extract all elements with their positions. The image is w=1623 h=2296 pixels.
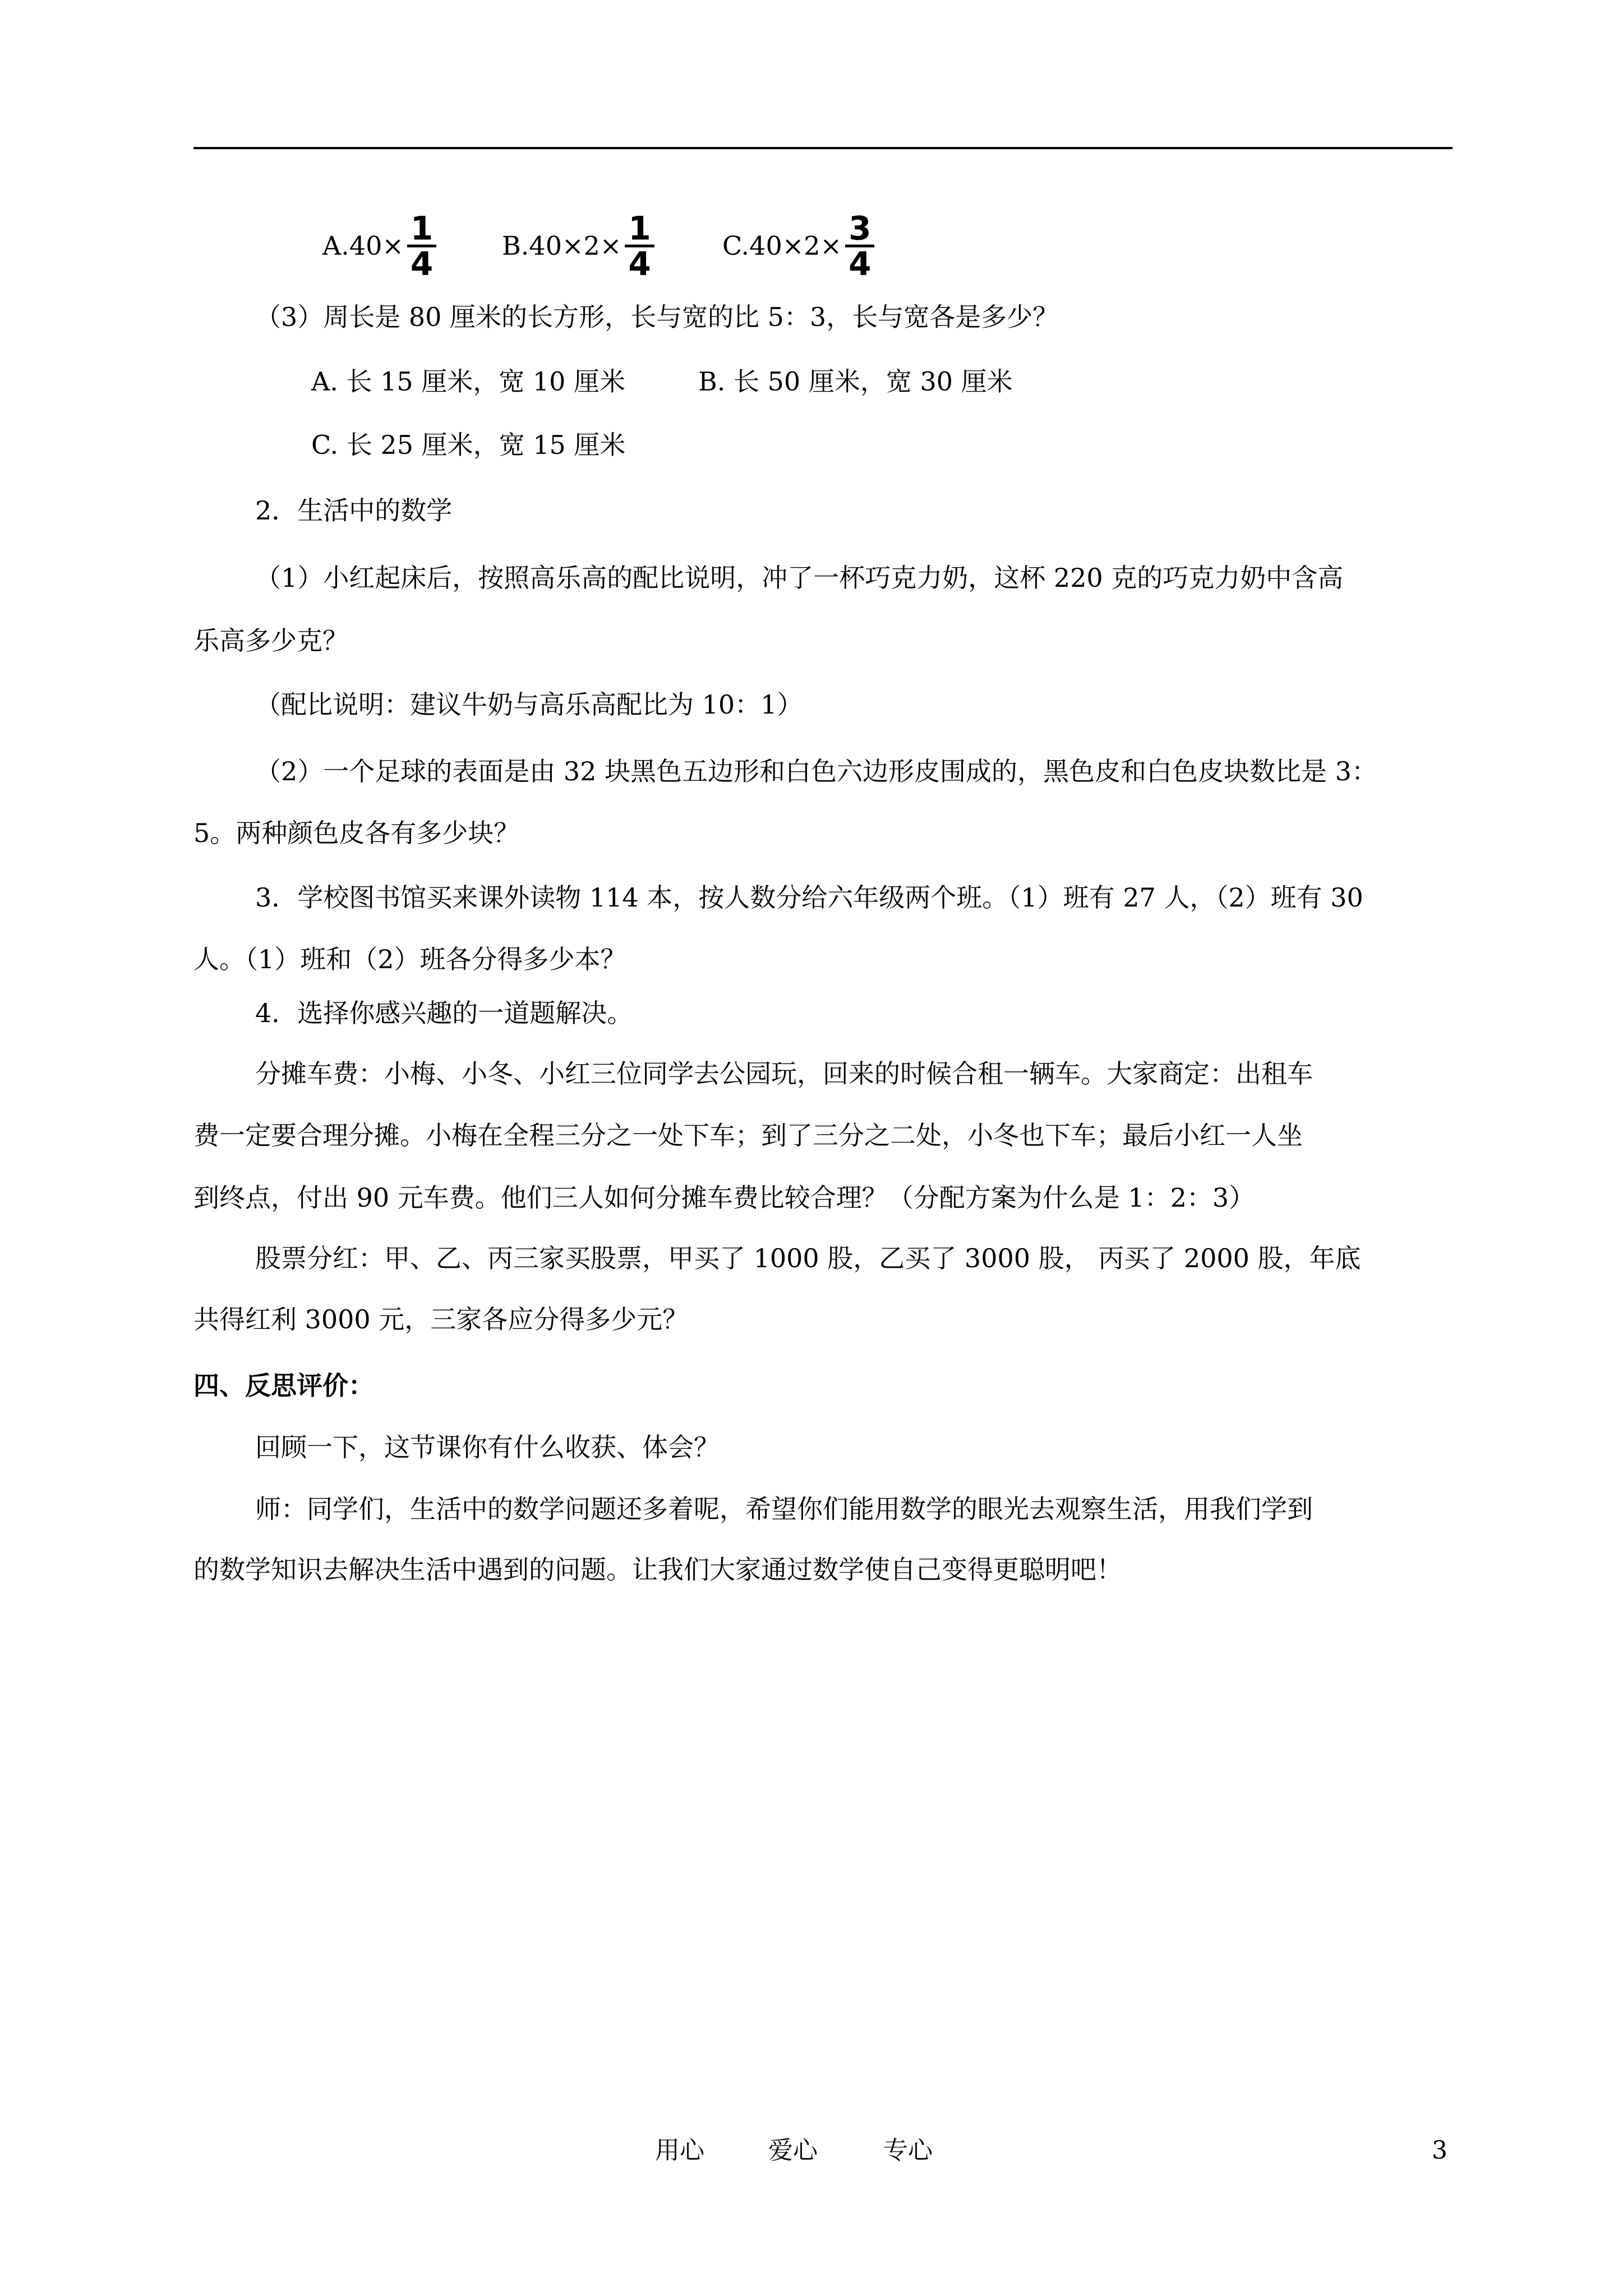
- q3-option-a: A. 长 15 厘米，宽 10 厘米: [311, 366, 626, 397]
- fraction-numerator: 1: [628, 209, 651, 247]
- choice-c-fraction: [845, 209, 874, 283]
- choice-b: [502, 209, 654, 283]
- page-number: 3: [1432, 2136, 1447, 2165]
- choice-b-fraction: [625, 209, 654, 283]
- stock-line1: 股票分红：甲、乙、丙三家买股票，甲买了 1000 股，乙买了 3000 股， 丙买了 2000 股，年底: [255, 1243, 1361, 1273]
- stock-line2: 共得红利 3000 元，三家各应分得多少元？: [193, 1304, 689, 1335]
- choice-a: [322, 209, 436, 283]
- choice-c-prefix: C.40×2×: [722, 231, 842, 261]
- fraction-numerator: 1: [410, 209, 434, 247]
- section2-title: 2．生活中的数学: [255, 495, 453, 526]
- footer-motto-3: 专心: [883, 2136, 933, 2165]
- fare-line2: 费一定要合理分摊。小梅在全程三分之一处下车；到了三分之二处，小冬也下车；最后小红一人坐: [193, 1120, 1303, 1151]
- section2-p2-line1: （2）一个足球的表面是由 32 块黑色五边形和白色六边形皮围成的，黑色皮和白色皮块数比是 3：: [255, 756, 1377, 786]
- footer-motto-2: 爱心: [768, 2136, 818, 2165]
- section2-p1-note: （配比说明：建议牛奶与高乐高配比为 10：1）: [255, 689, 803, 720]
- reflection-line3: 的数学知识去解决生活中遇到的问题。让我们大家通过数学使自己变得更聪明吧！: [193, 1554, 1122, 1585]
- section2-p2-line2: 5。两种颜色皮各有多少块？: [193, 818, 520, 848]
- fare-line3: 到终点，付出 90 元车费。他们三人如何分摊车费比较合理？（分配方案为什么是 1：2：3）: [193, 1182, 1255, 1213]
- choice-a-fraction: [407, 209, 436, 283]
- q3-question: （3）周长是 80 厘米的长方形，长与宽的比 5：3，长与宽各是多少？: [255, 302, 1059, 332]
- fraction-denominator: 4: [845, 245, 874, 280]
- choice-c: [722, 209, 874, 283]
- header-rule: [193, 147, 1453, 149]
- reflection-line1: 回顾一下，这节课你有什么收获、体会？: [255, 1432, 720, 1462]
- choice-b-prefix: B.40×2×: [502, 231, 622, 261]
- fare-line1: 分摊车费：小梅、小冬、小红三位同学去公园玩，回来的时候合租一辆车。大家商定：出租车: [255, 1059, 1313, 1089]
- fraction-denominator: 4: [407, 245, 436, 280]
- reflection-heading: 四、反思评价：: [193, 1370, 374, 1401]
- section2-p1-line1: （1）小红起床后，按照高乐高的配比说明，冲了一杯巧克力奶，这杯 220 克的巧克力奶中含高: [255, 563, 1344, 593]
- footer-motto-1: 用心: [655, 2136, 704, 2165]
- section3-line1: 3．学校图书馆买来课外读物 114 本，按人数分给六年级两个班。（1）班有 27 人，（2）班有 30: [255, 882, 1363, 913]
- reflection-line2: 师：同学们，生活中的数学问题还多着呢，希望你们能用数学的眼光去观察生活，用我们学到: [255, 1494, 1313, 1524]
- q3-option-c: C. 长 25 厘米，宽 15 厘米: [311, 430, 626, 460]
- section2-p1-line2: 乐高多少克？: [193, 625, 348, 656]
- q3-option-b: B. 长 50 厘米，宽 30 厘米: [698, 366, 1013, 397]
- fraction-numerator: 3: [849, 209, 872, 247]
- fraction-denominator: 4: [625, 245, 654, 280]
- choice-a-prefix: A.40×: [322, 231, 404, 261]
- section4-title: 4．选择你感兴趣的一道题解决。: [255, 998, 633, 1028]
- section3-line2: 人。（1）班和（2）班各分得多少本？: [193, 944, 626, 974]
